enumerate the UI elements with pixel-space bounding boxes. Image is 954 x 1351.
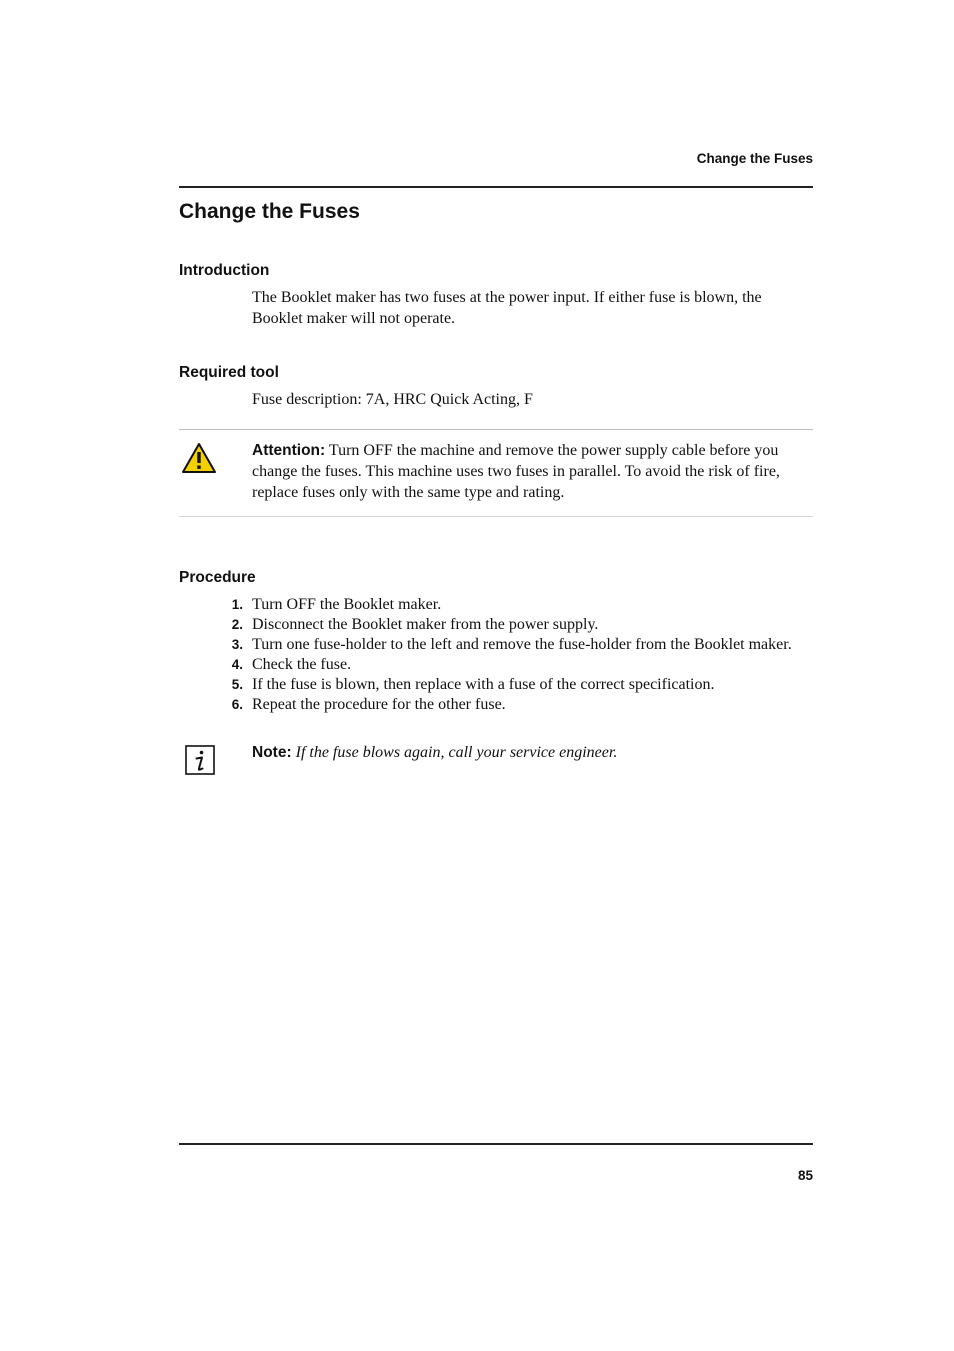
attention-label: Attention:: [252, 442, 326, 459]
info-icon: [185, 745, 215, 775]
page-number: 85: [797, 1168, 813, 1183]
step-number: 1.: [231, 597, 243, 612]
fuse-description: Fuse description: 7A, HRC Quick Acting, F: [252, 391, 533, 408]
step-text: Check the fuse.: [252, 656, 352, 673]
procedure-steps: [179, 595, 819, 715]
introduction-text: The Booklet maker has two fuses at the power input. If either fuse is blown, the Booklet maker will not operate.: [252, 289, 762, 327]
procedure-step: [179, 695, 819, 715]
warning-triangle-icon: [181, 442, 217, 474]
procedure-heading: Procedure: [179, 569, 256, 586]
step-number: 5.: [231, 677, 243, 692]
header-rule: [179, 186, 813, 188]
step-text: Repeat the procedure for the other fuse.: [252, 696, 506, 713]
note-text: [252, 742, 813, 764]
attention-text: [252, 440, 813, 503]
step-number: 6.: [231, 697, 243, 712]
note-body: If the fuse blows again, call your service engineer.: [291, 744, 618, 761]
step-text: Disconnect the Booklet maker from the power supply.: [252, 616, 599, 633]
step-number: 3.: [231, 637, 243, 652]
note-label: Note:: [252, 744, 292, 761]
introduction-heading: Introduction: [179, 262, 270, 279]
step-number: 4.: [231, 657, 243, 672]
required-tool-heading: Required tool: [179, 364, 279, 381]
procedure-step: [179, 635, 819, 655]
running-header: Change the Fuses: [696, 151, 813, 166]
procedure-step: [179, 675, 819, 695]
step-text: Turn one fuse-holder to the left and remove the fuse-holder from the Booklet maker.: [252, 636, 792, 653]
procedure-step: [179, 655, 819, 675]
attention-body: Turn OFF the machine and remove the power supply cable before you change the fuses. This machine uses two fuses in parallel. To avoid the risk of fire, replace fuses only with the same type and rating.: [252, 442, 780, 501]
procedure-step: [179, 595, 819, 615]
step-number: 2.: [231, 617, 243, 632]
step-text: Turn OFF the Booklet maker.: [252, 596, 442, 613]
procedure-step: [179, 615, 819, 635]
footer-rule: [179, 1143, 813, 1145]
attention-box: [179, 429, 813, 517]
step-text: If the fuse is blown, then replace with a fuse of the correct specification.: [252, 676, 715, 693]
page-title: Change the Fuses: [179, 200, 360, 223]
